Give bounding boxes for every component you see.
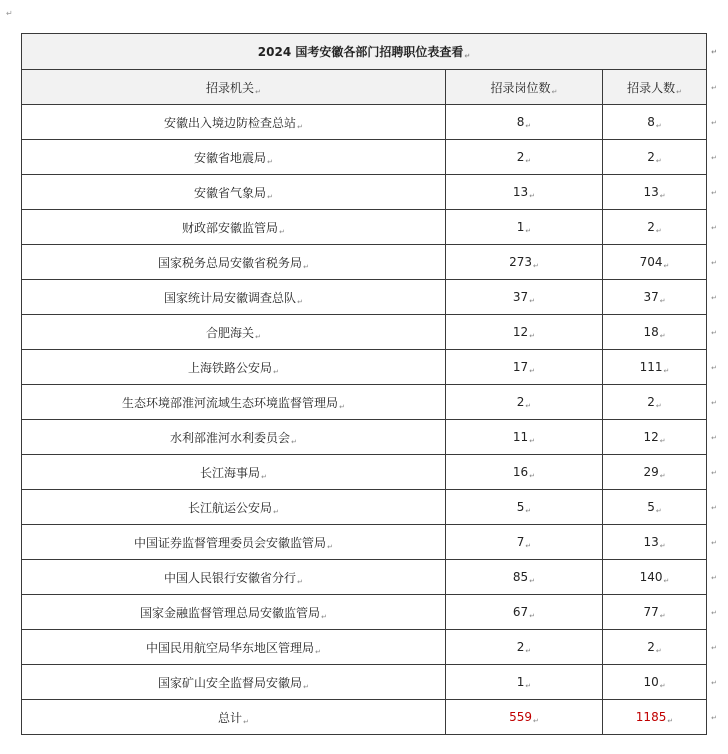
- cell-end-mark-icon: ↵: [525, 156, 532, 165]
- cell-end-mark-icon: ↵: [659, 331, 666, 340]
- cell-end-mark-icon: ↵: [659, 471, 666, 480]
- cell-end-mark-icon: ↵: [297, 122, 303, 131]
- table-row: [22, 455, 707, 490]
- people-cell: [603, 350, 718, 385]
- org-cell-value: 国家矿山安全监督局安徽局: [158, 675, 303, 690]
- positions-cell: [446, 175, 603, 210]
- table-row: [22, 560, 707, 595]
- cell-end-mark-icon: ↵: [529, 296, 536, 305]
- row-end-mark-icon: ↵: [711, 224, 718, 232]
- cell-end-mark-icon: ↵: [315, 647, 321, 656]
- org-cell: [22, 665, 446, 700]
- positions-cell: [446, 560, 603, 595]
- table-title: 2024 国考安徽各部门招聘职位表查看: [257, 45, 464, 59]
- cell-end-mark-icon: ↵: [676, 87, 682, 96]
- total-people-cell-value: 1185: [635, 709, 667, 724]
- table-row: [22, 245, 707, 280]
- cell-end-mark-icon: ↵: [297, 297, 303, 306]
- cell-end-mark-icon: ↵: [529, 436, 536, 445]
- cell-end-mark-icon: ↵: [533, 261, 539, 270]
- positions-cell-value: 12: [512, 324, 529, 339]
- org-cell: [22, 105, 446, 140]
- row-end-mark-icon: ↵: [711, 434, 718, 442]
- cell-end-mark-icon: ↵: [655, 156, 662, 165]
- cell-end-mark-icon: ↵: [267, 157, 273, 166]
- table-row: [22, 280, 707, 315]
- org-cell-value: 国家统计局安徽调查总队: [164, 290, 297, 305]
- table-row: [22, 420, 707, 455]
- cell-end-mark-icon: ↵: [525, 506, 532, 515]
- cell-end-mark-icon: ↵: [303, 262, 309, 271]
- org-cell: [22, 385, 446, 420]
- org-cell: [22, 175, 446, 210]
- positions-cell: [446, 630, 603, 665]
- people-cell-value: 140: [639, 569, 663, 584]
- people-cell-value: 29: [643, 464, 659, 479]
- total-label-cell: [22, 700, 446, 735]
- people-cell: [603, 210, 718, 245]
- table-header-row: [22, 70, 707, 105]
- table-row: [22, 175, 707, 210]
- cell-end-mark-icon: ↵: [273, 367, 279, 376]
- people-cell-value: 111: [639, 359, 663, 374]
- people-cell: [603, 175, 718, 210]
- positions-cell-value: 2: [516, 639, 525, 654]
- table-row: [22, 210, 707, 245]
- org-cell-value: 合肥海关: [206, 325, 255, 340]
- people-cell: [603, 455, 718, 490]
- row-end-mark-icon: ↵: [711, 609, 718, 617]
- table-body: [22, 34, 718, 735]
- cell-end-mark-icon: ↵: [525, 646, 532, 655]
- cell-end-mark-icon: ↵: [529, 191, 536, 200]
- table-row: [22, 350, 707, 385]
- positions-cell-value: 2: [516, 149, 525, 164]
- org-cell-value: 安徽省气象局: [194, 185, 267, 200]
- org-cell-value: 生态环境部淮河流域生态环境监督管理局: [122, 395, 339, 410]
- positions-cell: [446, 490, 603, 525]
- cell-end-mark-icon: ↵: [529, 471, 536, 480]
- people-cell-value: 12: [643, 429, 659, 444]
- table-row: [22, 630, 707, 665]
- org-cell-value: 水利部淮河水利委员会: [170, 430, 291, 445]
- people-cell: [603, 630, 718, 665]
- table-row: [22, 315, 707, 350]
- row-end-mark-icon: ↵: [711, 504, 718, 512]
- positions-cell-value: 1: [516, 219, 525, 234]
- positions-cell-value: 37: [512, 289, 529, 304]
- cell-end-mark-icon: ↵: [663, 366, 670, 375]
- org-cell: [22, 455, 446, 490]
- cell-end-mark-icon: ↵: [659, 681, 666, 690]
- people-cell: [603, 560, 718, 595]
- people-cell: [603, 420, 718, 455]
- row-end-mark-icon: ↵: [711, 259, 718, 267]
- positions-cell-value: 13: [512, 184, 529, 199]
- table-row: [22, 525, 707, 560]
- row-end-mark-icon: ↵: [711, 399, 718, 407]
- org-cell-value: 中国民用航空局华东地区管理局: [146, 640, 315, 655]
- org-cell: [22, 350, 446, 385]
- people-cell: [603, 245, 718, 280]
- cell-end-mark-icon: ↵: [255, 332, 261, 341]
- positions-cell: [446, 595, 603, 630]
- people-cell: [603, 525, 718, 560]
- positions-cell: [446, 140, 603, 175]
- cell-end-mark-icon: ↵: [529, 576, 536, 585]
- people-cell-value: 10: [643, 674, 659, 689]
- people-cell-value: 2: [647, 219, 655, 234]
- org-cell-value: 国家金融监督管理总局安徽监管局: [140, 605, 321, 620]
- people-cell: [603, 385, 718, 420]
- positions-cell: [446, 665, 603, 700]
- positions-cell: [446, 525, 603, 560]
- cell-end-mark-icon: ↵: [663, 576, 670, 585]
- row-end-mark-icon: ↵: [711, 364, 718, 372]
- table-title-cell: [22, 34, 718, 70]
- cell-end-mark-icon: ↵: [525, 121, 532, 130]
- row-end-mark-icon: ↵: [711, 189, 718, 197]
- cell-end-mark-icon: ↵: [291, 437, 297, 446]
- column-header-org: 招录机关↵: [22, 70, 446, 105]
- people-cell: [603, 140, 718, 175]
- cell-end-mark-icon: ↵: [659, 296, 666, 305]
- column-header-people: 招录人数↵ ↵: [603, 70, 707, 105]
- cell-end-mark-icon: ↵: [655, 226, 662, 235]
- cell-end-mark-icon: ↵: [655, 506, 662, 515]
- cell-end-mark-icon: ↵: [327, 542, 333, 551]
- positions-cell: [446, 455, 603, 490]
- total-label-cell-value: 总计: [218, 710, 243, 725]
- row-end-mark-icon: ↵: [711, 294, 718, 302]
- table-row: [22, 140, 707, 175]
- org-cell-value: 安徽省地震局: [194, 150, 267, 165]
- table-row: [22, 105, 707, 140]
- row-end-mark-icon: ↵: [711, 84, 718, 92]
- positions-cell-value: 67: [512, 604, 529, 619]
- people-cell-value: 2: [647, 639, 655, 654]
- positions-cell: [446, 350, 603, 385]
- people-cell-value: 5: [647, 499, 655, 514]
- positions-cell-value: 8: [516, 114, 525, 129]
- positions-cell: [446, 420, 603, 455]
- row-end-mark-icon: ↵: [711, 679, 718, 687]
- row-end-mark-icon: ↵: [711, 714, 718, 722]
- org-cell: [22, 630, 446, 665]
- positions-cell-value: 11: [512, 429, 529, 444]
- org-cell: [22, 140, 446, 175]
- row-end-mark-icon: ↵: [711, 469, 718, 477]
- total-positions-cell-value: 559: [509, 709, 533, 724]
- cell-end-mark-icon: ↵: [267, 192, 273, 201]
- people-cell-value: 2: [647, 149, 655, 164]
- org-cell: [22, 490, 446, 525]
- cell-end-mark-icon: ↵: [321, 612, 327, 621]
- row-end-mark-icon: ↵: [711, 574, 718, 582]
- people-cell: [603, 665, 718, 700]
- cell-end-mark-icon: ↵: [243, 717, 249, 726]
- org-cell: [22, 210, 446, 245]
- org-cell-value: 长江航运公安局: [188, 500, 273, 515]
- recruitment-table: [21, 33, 718, 735]
- people-cell-value: 704: [639, 254, 663, 269]
- table-row: [22, 490, 707, 525]
- cell-end-mark-icon: ↵: [255, 87, 261, 96]
- cell-end-mark-icon: ↵: [667, 716, 674, 725]
- cell-end-mark-icon: ↵: [525, 681, 532, 690]
- org-cell: [22, 595, 446, 630]
- positions-cell-value: 273: [509, 254, 533, 269]
- cell-end-mark-icon: ↵: [464, 52, 471, 60]
- positions-cell: [446, 315, 603, 350]
- cell-end-mark-icon: ↵: [659, 436, 666, 445]
- row-end-mark-icon: ↵: [711, 154, 718, 162]
- people-cell: [603, 490, 718, 525]
- cell-end-mark-icon: ↵: [659, 541, 666, 550]
- org-cell-value: 上海铁路公安局: [188, 360, 273, 375]
- org-cell-value: 国家税务总局安徽省税务局: [158, 255, 303, 270]
- cell-end-mark-icon: ↵: [273, 507, 279, 516]
- cell-end-mark-icon: ↵: [529, 611, 536, 620]
- people-cell-value: 18: [643, 324, 659, 339]
- table-row: [22, 385, 707, 420]
- org-cell-value: 中国证券监督管理委员会安徽监管局: [134, 535, 327, 550]
- cell-end-mark-icon: ↵: [339, 402, 345, 411]
- cell-end-mark-icon: ↵: [525, 226, 532, 235]
- table-row: [22, 665, 707, 700]
- row-end-mark-icon: ↵: [711, 644, 718, 652]
- positions-cell: [446, 245, 603, 280]
- table-total-row: [22, 700, 707, 735]
- table-row: [22, 595, 707, 630]
- total-people-cell: [603, 700, 718, 735]
- org-cell-value: 财政部安徽监管局: [182, 220, 279, 235]
- positions-cell-value: 16: [512, 464, 529, 479]
- positions-cell-value: 85: [512, 569, 529, 584]
- cell-end-mark-icon: ↵: [551, 87, 558, 96]
- row-end-mark-icon: ↵: [711, 48, 718, 56]
- people-cell-value: 2: [647, 394, 655, 409]
- cell-end-mark-icon: ↵: [533, 716, 539, 725]
- cell-end-mark-icon: ↵: [655, 121, 662, 130]
- people-cell-value: 77: [643, 604, 659, 619]
- positions-cell: [446, 280, 603, 315]
- positions-cell-value: 7: [516, 534, 525, 549]
- people-cell: [603, 595, 718, 630]
- people-cell-value: 13: [643, 534, 659, 549]
- column-header-positions: 招录岗位数↵: [446, 70, 603, 105]
- positions-cell-value: 5: [516, 499, 525, 514]
- cell-end-mark-icon: ↵: [529, 331, 536, 340]
- org-cell: [22, 525, 446, 560]
- org-cell-value: 长江海事局: [200, 465, 261, 480]
- positions-cell-value: 1: [516, 674, 525, 689]
- table-title-row: [22, 34, 707, 70]
- org-cell: [22, 245, 446, 280]
- cell-end-mark-icon: ↵: [525, 401, 532, 410]
- row-end-mark-icon: ↵: [711, 119, 718, 127]
- row-end-mark-icon: ↵: [711, 539, 718, 547]
- org-cell: [22, 315, 446, 350]
- org-cell-value: 安徽出入境边防检查总站: [164, 115, 297, 130]
- cell-end-mark-icon: ↵: [663, 261, 670, 270]
- positions-cell: [446, 210, 603, 245]
- cell-end-mark-icon: ↵: [279, 227, 285, 236]
- people-cell-value: 8: [647, 114, 655, 129]
- org-cell-value: 中国人民银行安徽省分行: [164, 570, 297, 585]
- cell-end-mark-icon: ↵: [525, 541, 532, 550]
- cell-end-mark-icon: ↵: [303, 682, 309, 691]
- org-cell: [22, 280, 446, 315]
- org-cell: [22, 420, 446, 455]
- cell-end-mark-icon: ↵: [655, 646, 662, 655]
- cell-end-mark-icon: ↵: [297, 577, 303, 586]
- positions-cell-value: 2: [516, 394, 525, 409]
- cell-end-mark-icon: ↵: [659, 191, 666, 200]
- org-cell: [22, 560, 446, 595]
- positions-cell: [446, 385, 603, 420]
- cell-end-mark-icon: ↵: [659, 611, 666, 620]
- positions-cell-value: 17: [512, 359, 529, 374]
- people-cell-value: 37: [643, 289, 659, 304]
- cell-end-mark-icon: ↵: [655, 401, 662, 410]
- people-cell: [603, 280, 718, 315]
- people-cell: [603, 315, 718, 350]
- cell-end-mark-icon: ↵: [529, 366, 536, 375]
- total-positions-cell: [446, 700, 603, 735]
- people-cell-value: 13: [643, 184, 659, 199]
- paragraph-mark-icon: ↵: [6, 9, 13, 18]
- cell-end-mark-icon: ↵: [261, 472, 267, 481]
- row-end-mark-icon: ↵: [711, 329, 718, 337]
- people-cell: [603, 105, 718, 140]
- positions-cell: [446, 105, 603, 140]
